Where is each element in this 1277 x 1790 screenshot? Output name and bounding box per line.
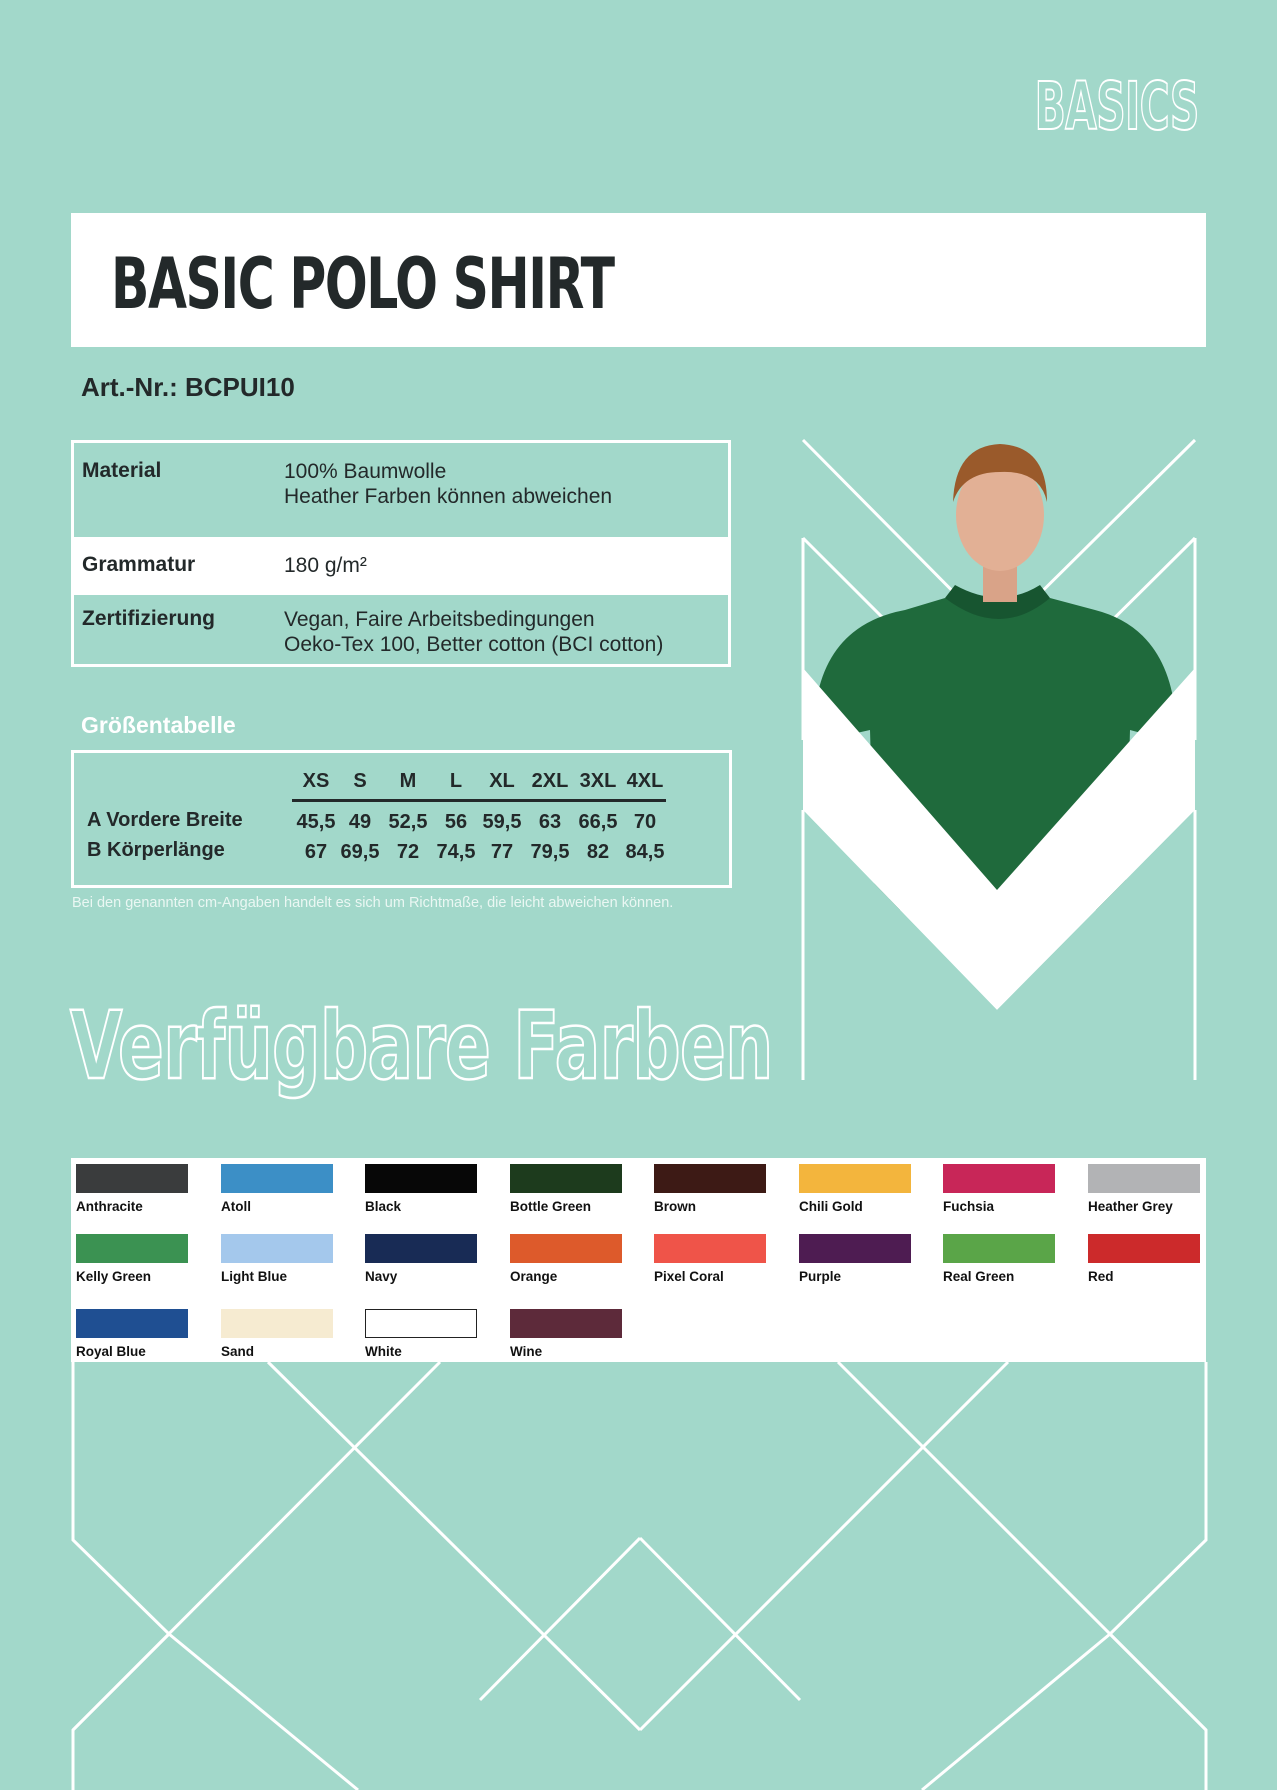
color-swatch bbox=[799, 1164, 911, 1193]
product-photo bbox=[795, 410, 1207, 1080]
size-value: 69,5 bbox=[340, 841, 380, 863]
color-swatch-label: Black bbox=[365, 1199, 402, 1214]
size-value: 59,5 bbox=[482, 811, 522, 833]
color-swatch-label: Red bbox=[1088, 1269, 1114, 1284]
color-swatch bbox=[221, 1309, 333, 1338]
spec-value bbox=[284, 607, 728, 664]
color-swatch-label: Chili Gold bbox=[799, 1199, 863, 1214]
size-table-rule bbox=[292, 799, 666, 802]
spec-value-line: Oeko-Tex 100, Better cotton (BCI cotton) bbox=[284, 633, 664, 656]
spec-value-line: Vegan, Faire Arbeitsbedingungen bbox=[284, 608, 595, 631]
color-swatch bbox=[799, 1234, 911, 1263]
color-swatch bbox=[510, 1234, 622, 1263]
color-swatch-label: Wine bbox=[510, 1344, 543, 1359]
title-card bbox=[71, 213, 1206, 347]
color-swatches-panel bbox=[71, 1158, 1206, 1362]
color-swatch-label: Purple bbox=[799, 1269, 842, 1284]
spec-label: Material bbox=[82, 459, 162, 482]
color-swatch-label: Light Blue bbox=[221, 1269, 287, 1284]
color-swatch-label: Orange bbox=[510, 1269, 558, 1284]
size-value: 66,5 bbox=[578, 811, 618, 833]
size-value: 77 bbox=[490, 841, 514, 863]
size-header: S bbox=[353, 770, 367, 792]
color-swatch-label: Navy bbox=[365, 1269, 398, 1284]
size-row-label: A Vordere Breite bbox=[87, 809, 243, 831]
color-swatch bbox=[1088, 1164, 1200, 1193]
color-swatch-label: Brown bbox=[654, 1199, 696, 1214]
size-value: 45,5 bbox=[296, 811, 336, 833]
size-header: 4XL bbox=[626, 770, 664, 792]
color-swatch-label: Bottle Green bbox=[510, 1199, 592, 1214]
spec-row-certification bbox=[74, 595, 728, 664]
color-swatch bbox=[221, 1164, 333, 1193]
color-swatch-label: Heather Grey bbox=[1088, 1199, 1173, 1214]
color-swatch-label: Pixel Coral bbox=[654, 1269, 724, 1284]
size-value: 79,5 bbox=[530, 841, 570, 863]
size-value: 74,5 bbox=[436, 841, 476, 863]
size-header: 3XL bbox=[579, 770, 617, 792]
color-swatch bbox=[510, 1164, 622, 1193]
size-header: 2XL bbox=[531, 770, 569, 792]
color-swatch bbox=[221, 1234, 333, 1263]
size-header: XL bbox=[489, 770, 515, 792]
spec-label: Zertifizierung bbox=[82, 607, 216, 630]
color-swatch bbox=[365, 1164, 477, 1193]
size-value: 49 bbox=[348, 811, 372, 833]
color-swatch-label: White bbox=[365, 1344, 402, 1359]
color-swatch bbox=[654, 1234, 766, 1263]
spec-value-line: 100% Baumwolle bbox=[284, 460, 447, 483]
size-value: 70 bbox=[633, 811, 657, 833]
size-header: XS bbox=[302, 770, 330, 792]
spec-row-weight bbox=[74, 537, 728, 595]
size-header: M bbox=[399, 770, 417, 792]
color-swatch bbox=[1088, 1234, 1200, 1263]
size-value: 52,5 bbox=[388, 811, 428, 833]
color-swatch bbox=[76, 1309, 188, 1338]
spec-label: Grammatur bbox=[82, 553, 196, 576]
color-swatch bbox=[365, 1309, 477, 1338]
brand-logo: BASICS bbox=[1034, 68, 1199, 145]
size-value: 82 bbox=[586, 841, 610, 863]
size-note: Bei den genannten cm-Angaben handelt es sich um Richtmaße, die leicht abweichen können. bbox=[72, 895, 674, 911]
color-swatch-label: Fuchsia bbox=[943, 1199, 995, 1214]
color-swatch-label: Atoll bbox=[221, 1199, 251, 1214]
spec-value bbox=[284, 459, 728, 537]
color-swatch-label: Sand bbox=[221, 1344, 255, 1359]
color-swatch-label: Real Green bbox=[943, 1269, 1015, 1284]
spec-table bbox=[71, 440, 731, 667]
color-swatch bbox=[365, 1234, 477, 1263]
size-table bbox=[71, 750, 732, 888]
size-value: 56 bbox=[444, 811, 468, 833]
spec-row-material bbox=[74, 443, 728, 537]
color-swatch bbox=[654, 1164, 766, 1193]
color-swatch-label: Anthracite bbox=[76, 1199, 143, 1214]
size-header: L bbox=[449, 770, 463, 792]
color-swatch bbox=[943, 1164, 1055, 1193]
size-row-label: B Körperlänge bbox=[87, 839, 225, 861]
color-swatch-label: Kelly Green bbox=[76, 1269, 152, 1284]
color-swatch bbox=[76, 1164, 188, 1193]
color-swatch bbox=[943, 1234, 1055, 1263]
article-number: Art.-Nr.: BCPUI10 bbox=[81, 372, 295, 402]
product-title: BASIC POLO SHIRT bbox=[111, 243, 614, 325]
size-value: 67 bbox=[304, 841, 328, 863]
size-value: 63 bbox=[538, 811, 562, 833]
size-value: 72 bbox=[396, 841, 420, 863]
product-photo-graphic bbox=[795, 410, 1207, 1080]
spec-value-line: Heather Farben können abweichen bbox=[284, 485, 613, 508]
colors-heading: Verfügbare Farben bbox=[70, 992, 773, 1101]
size-table-heading: Größentabelle bbox=[81, 712, 236, 738]
color-swatch-label: Royal Blue bbox=[76, 1344, 146, 1359]
size-value: 84,5 bbox=[625, 841, 665, 863]
spec-value: 180 g/m² bbox=[284, 554, 367, 577]
color-swatch bbox=[76, 1234, 188, 1263]
color-swatch bbox=[510, 1309, 622, 1338]
